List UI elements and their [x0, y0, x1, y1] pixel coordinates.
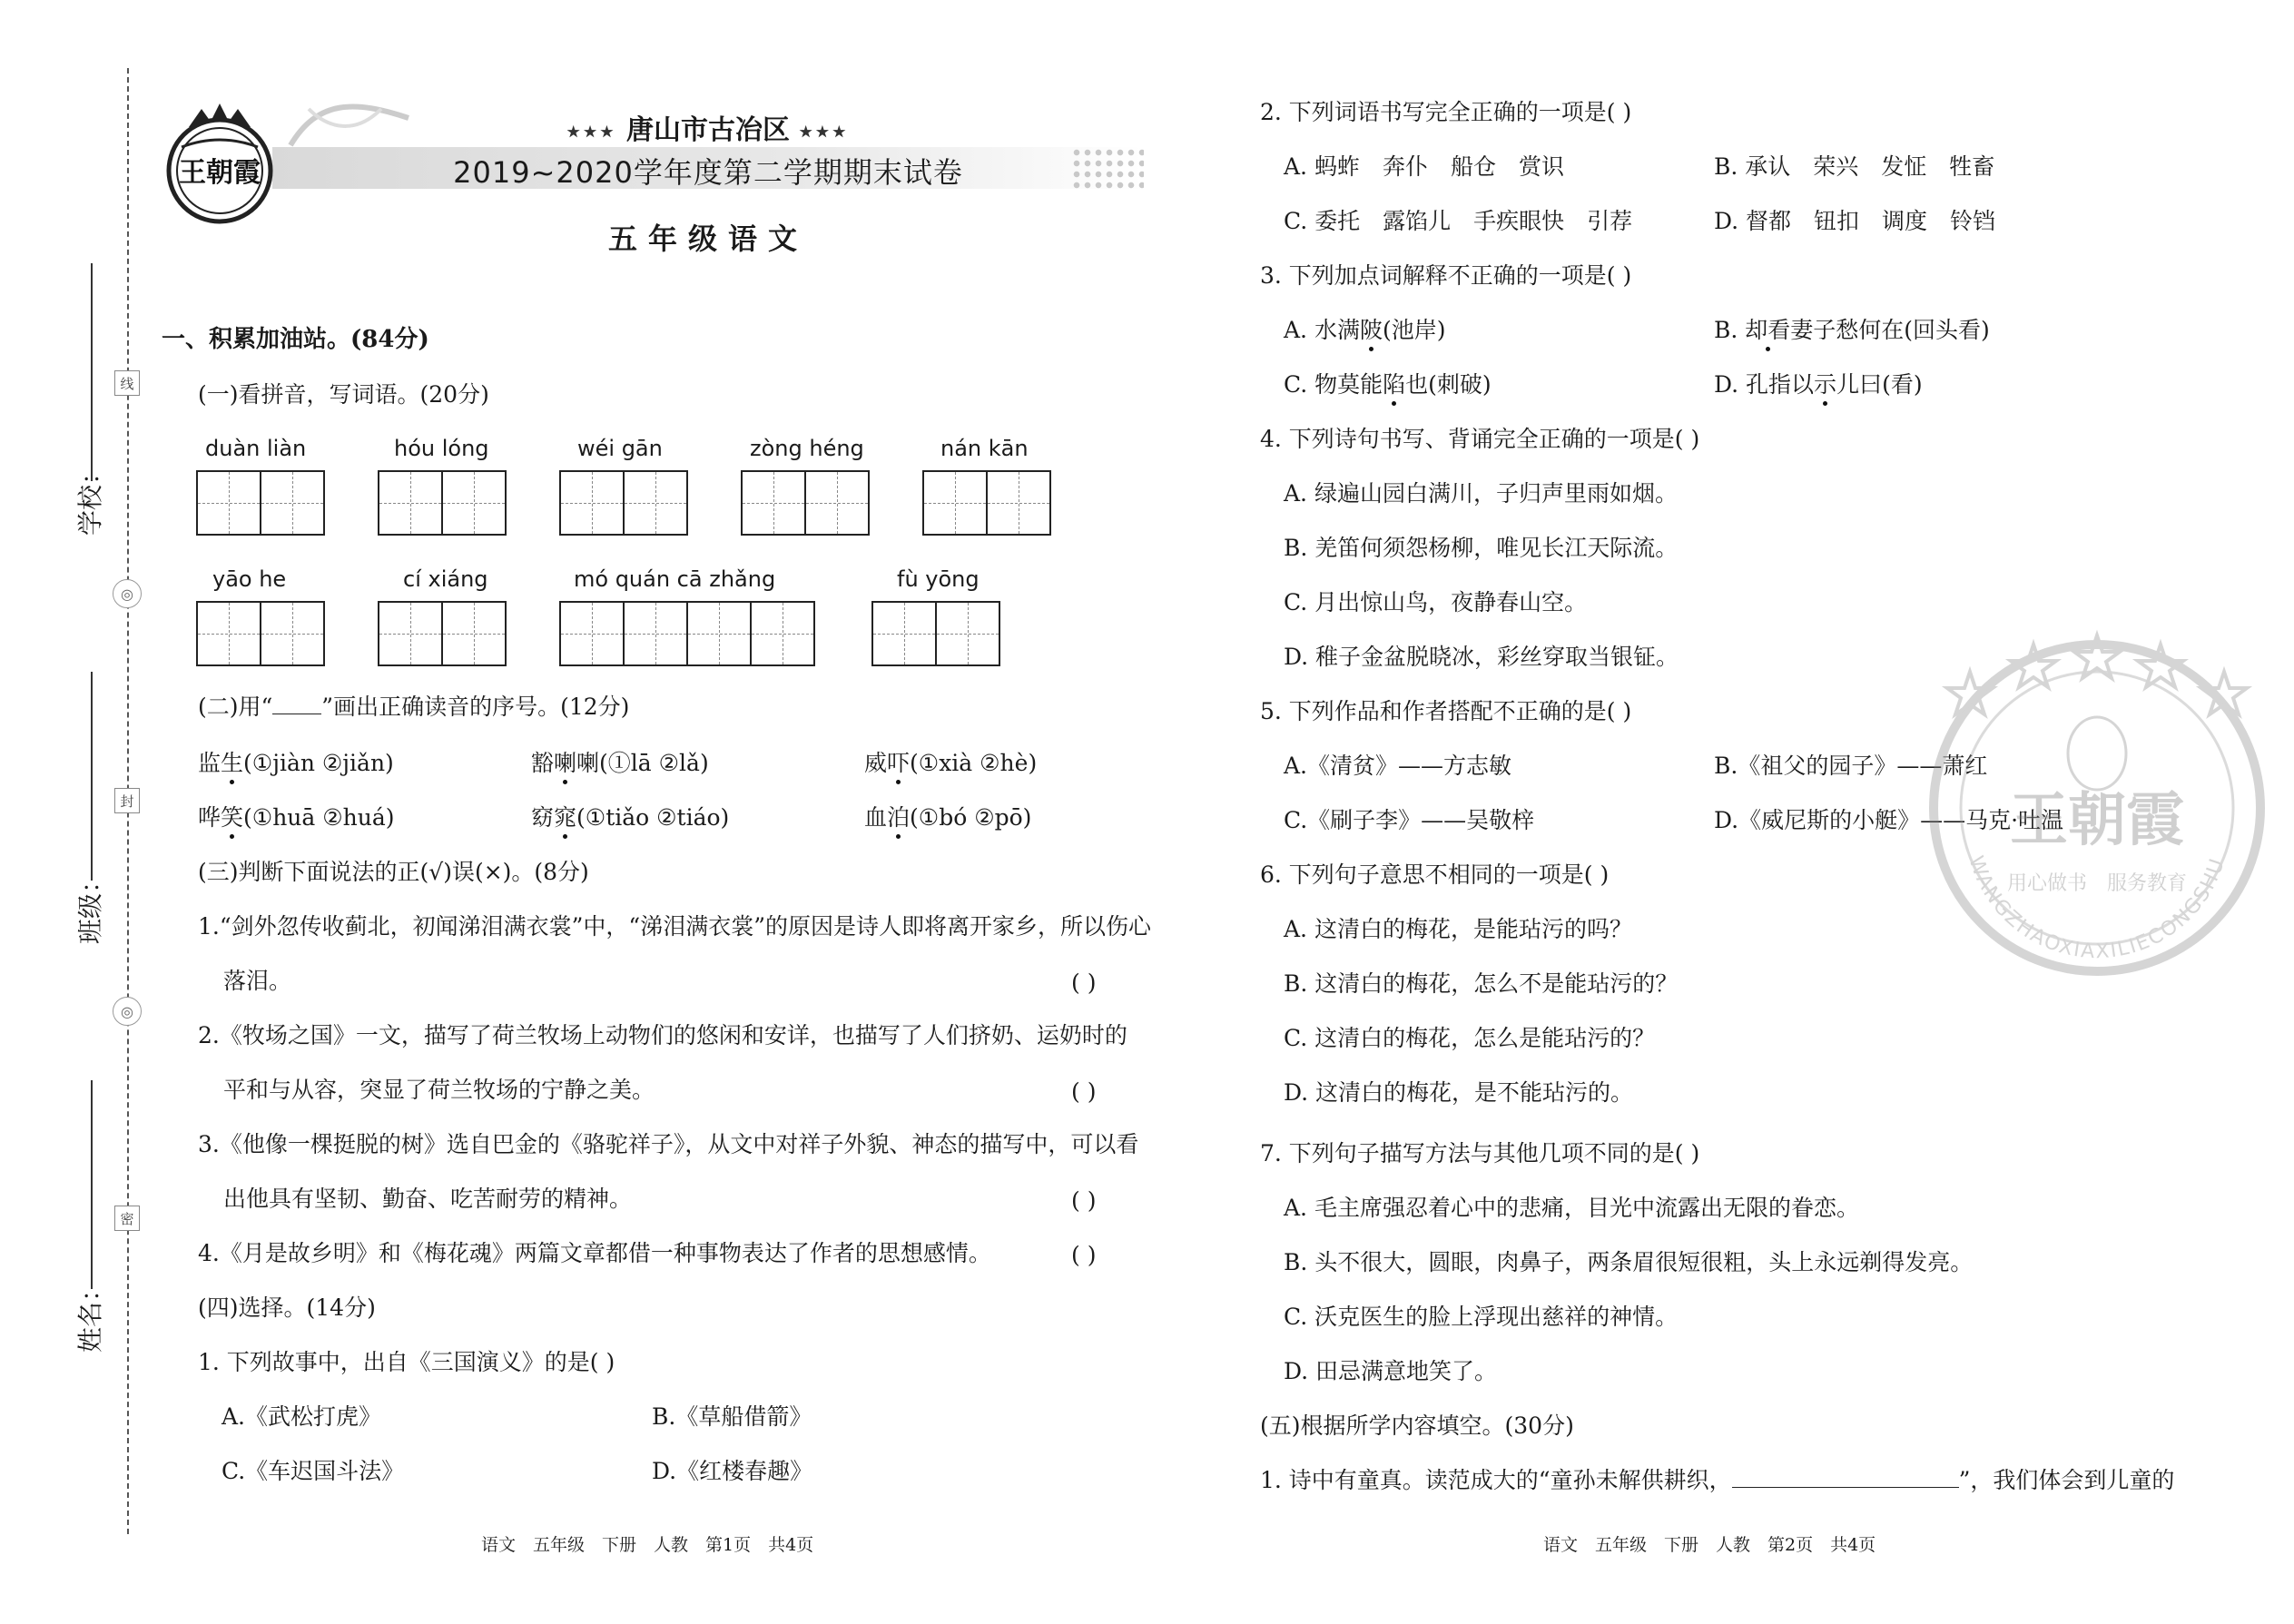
- class-fill-line[interactable]: [91, 672, 93, 881]
- choice-q1-b: B.《草船借箭》: [652, 1403, 812, 1430]
- name-fill-line[interactable]: [91, 1080, 93, 1289]
- binding-mark-line: 线: [114, 370, 140, 396]
- watermark-slogan: 用心做书 服务教育: [2006, 872, 2188, 895]
- watermark-brand: 王朝霞: [2010, 786, 2184, 854]
- judge-q2-line1: 2.《牧场之国》一文，描写了荷兰牧场上动物们的悠闲和安详，也描写了人们挤奶、运奶时的: [198, 1022, 1127, 1048]
- choice-q3-c: C. 物莫能陷也(刺破): [1284, 369, 1492, 400]
- part-4-title: (四)选择。(14分): [198, 1294, 376, 1321]
- answer-grid[interactable]: [924, 470, 1051, 536]
- pinyin-label: zòng héng: [750, 436, 864, 461]
- judge-q4: 4.《月是故乡明》和《梅花魂》两篇文章都借一种事物表达了作者的思想感情。: [198, 1240, 991, 1266]
- choice-q7: 7. 下列句子描写方法与其他几项不同的是( ): [1260, 1140, 1700, 1166]
- choice-q7-a: A. 毛主席强忍着心中的悲痛，目光中流露出无限的眷恋。: [1284, 1195, 1859, 1221]
- judge-answer-slot[interactable]: ( ): [1071, 1078, 1097, 1105]
- pinyin-label: duàn liàn: [205, 436, 307, 461]
- choice-q4-c: C. 月出惊山鸟，夜静春山空。: [1284, 589, 1588, 615]
- pinyin-label: cí xiáng: [403, 566, 488, 592]
- part-3-title: (三)判断下面说法的正(√)误(×)。(8分): [198, 859, 589, 885]
- star-icons-right: ★★★: [799, 123, 850, 141]
- fill-q1: 1. 诗中有童真。读范成大的“童孙未解供耕织， ”，我们体会到儿童的: [1260, 1467, 2175, 1493]
- reading-item: 哗笑(①huā ②huá): [198, 802, 395, 833]
- choice-q2: 2. 下列词语书写完全正确的一项是( ): [1260, 99, 1632, 125]
- judge-answer-slot[interactable]: ( ): [1071, 1242, 1097, 1268]
- class-label: 班级：: [75, 867, 105, 944]
- answer-grid[interactable]: [379, 601, 507, 666]
- choice-q5-b: B.《祖父的园子》——萧红: [1714, 753, 1988, 779]
- pinyin-label: mó quán cā zhǎng: [574, 566, 776, 592]
- choice-q3: 3. 下列加点词解释不正确的一项是( ): [1260, 262, 1632, 289]
- choice-q2-c: C. 委托 露馅儿 手疾眼快 引荐: [1284, 208, 1633, 234]
- reading-item: 豁喇喇(①lā ②lǎ): [531, 748, 709, 779]
- choice-q6-d: D. 这清白的梅花，是不能玷污的。: [1284, 1079, 1634, 1106]
- pinyin-label: nán kān: [940, 436, 1029, 461]
- choice-q5: 5. 下列作品和作者搭配不正确的是( ): [1260, 698, 1632, 724]
- page-footer-1: 语文 五年级 下册 人教 第1页 共4页: [481, 1535, 814, 1555]
- fill-blank[interactable]: [1732, 1487, 1959, 1488]
- part-1-title: (一)看拼音，写词语。(20分): [198, 381, 489, 408]
- exam-region: [272, 107, 1144, 147]
- answer-grid[interactable]: [873, 601, 1000, 666]
- choice-q2-a: A. 蚂蚱 奔仆 船仓 赏识: [1284, 153, 1564, 180]
- choice-q4-d: D. 稚子金盆脱晓冰，彩丝穿取当银钲。: [1284, 644, 1679, 670]
- choice-q7-d: D. 田忌满意地笑了。: [1284, 1358, 1498, 1384]
- judge-q3-line1: 3.《他像一棵挺脱的树》选自巴金的《骆驼祥子》，从文中对祥子外貌、神态的描写中，可以看: [198, 1131, 1139, 1157]
- pinyin-label: hóu lóng: [394, 436, 489, 461]
- choice-q6: 6. 下列句子意思不相同的一项是( ): [1260, 861, 1610, 888]
- answer-grid[interactable]: [743, 470, 870, 536]
- choice-q7-b: B. 头不很大，圆眼，肉鼻子，两条眉很短很粗，头上永远剃得发亮。: [1284, 1249, 1974, 1275]
- binding-mark-secret: 密: [114, 1206, 140, 1231]
- choice-q3-d: D. 孔指以示儿曰(看): [1714, 369, 1923, 400]
- part-5-title: (五)根据所学内容填空。(30分): [1260, 1412, 1574, 1439]
- star-icons-left: ★★★: [566, 123, 617, 141]
- name-label: 姓名：: [75, 1275, 105, 1353]
- choice-q6-b: B. 这清白的梅花，怎么不是能玷污的？: [1284, 970, 1679, 997]
- school-fill-line[interactable]: [91, 263, 93, 481]
- choice-q4-a: A. 绿遍山园白满川，子归声里雨如烟。: [1284, 480, 1678, 507]
- pinyin-label: wéi gān: [577, 436, 663, 461]
- exam-subject: 五年级语文: [607, 221, 808, 256]
- choice-q6-a: A. 这清白的梅花，是能玷污的吗？: [1284, 916, 1632, 942]
- choice-q7-c: C. 沃克医生的脸上浮现出慈祥的神情。: [1284, 1304, 1679, 1330]
- part-2-title: (二)用“ ”画出正确读音的序号。(12分): [198, 694, 630, 720]
- page-footer-2: 语文 五年级 下册 人教 第2页 共4页: [1543, 1535, 1876, 1555]
- binding-circle: ◎: [113, 579, 142, 608]
- section-1-title: 一、积累加油站。(84分): [162, 326, 429, 353]
- region-name: 唐山市古冶区: [626, 114, 790, 146]
- choice-q5-a: A.《清贫》——方志敏: [1284, 753, 1512, 779]
- judge-answer-slot[interactable]: ( ): [1071, 1187, 1097, 1214]
- choice-q5-d: D.《威尼斯的小艇》——马克·吐温: [1714, 807, 2064, 833]
- choice-q1-d: D.《红楼春趣》: [652, 1458, 813, 1484]
- pinyin-label: yāo he: [212, 566, 287, 592]
- pinyin-label: fù yōng: [897, 566, 980, 592]
- reading-item: 监生(①jiàn ②jiǎn): [198, 748, 394, 779]
- choice-q2-d: D. 督都 钮扣 调度 铃铛: [1714, 208, 1996, 234]
- judge-answer-slot[interactable]: ( ): [1071, 969, 1097, 996]
- answer-grid[interactable]: [561, 601, 815, 666]
- choice-q3-b: B. 却看妻子愁何在(回头看): [1714, 315, 1990, 346]
- answer-grid[interactable]: [198, 470, 325, 536]
- answer-grid[interactable]: [561, 470, 688, 536]
- judge-q2-line2: 平和与从容，突显了荷兰牧场的宁静之美。: [223, 1077, 655, 1103]
- choice-q2-b: B. 承认 荣兴 发怔 牲畜: [1714, 153, 1995, 180]
- binding-circle: ◎: [113, 997, 142, 1026]
- reading-item: 血泊(①bó ②pō): [864, 802, 1031, 833]
- answer-grid[interactable]: [379, 470, 507, 536]
- watermark-arc-text: WANGZHAOXIAXILIECONGSHU: [1964, 853, 2230, 964]
- brand-watermark: [1915, 617, 2279, 980]
- judge-q1-line1: 1.“剑外忽传收蓟北，初闻涕泪满衣裳”中，“涕泪满衣裳”的原因是诗人即将离开家乡，所以伤心: [198, 913, 1151, 940]
- answer-grid[interactable]: [198, 601, 325, 666]
- choice-q6-c: C. 这清白的梅花，怎么是能玷污的？: [1284, 1025, 1656, 1051]
- school-label: 学校：: [75, 458, 105, 536]
- reading-item: 窈窕(①tiǎo ②tiáo): [531, 802, 729, 833]
- brand-logo: [162, 100, 278, 225]
- choice-q1: 1. 下列故事中，出自《三国演义》的是( ): [198, 1349, 615, 1375]
- choice-q1-a: A.《武松打虎》: [222, 1403, 382, 1430]
- exam-title: 2019~2020学年度第二学期期末试卷: [453, 155, 963, 190]
- choice-q5-c: C.《刷子李》——吴敬梓: [1284, 807, 1535, 833]
- choice-q4-b: B. 羌笛何须怨杨柳，唯见长江天际流。: [1284, 535, 1679, 561]
- judge-q3-line2: 出他具有坚韧、勤奋、吃苦耐劳的精神。: [223, 1186, 633, 1212]
- choice-q3-a: A. 水满陂(池岸): [1284, 315, 1445, 346]
- reading-item: 威吓(①xià ②hè): [864, 748, 1037, 779]
- judge-q1-line2: 落泪。: [223, 968, 292, 994]
- logo-text: 王朝霞: [179, 157, 261, 189]
- binding-mark-seal: 封: [114, 788, 140, 813]
- choice-q1-c: C.《车迟国斗法》: [222, 1458, 405, 1484]
- choice-q4: 4. 下列诗句书写、背诵完全正确的一项是( ): [1260, 426, 1700, 452]
